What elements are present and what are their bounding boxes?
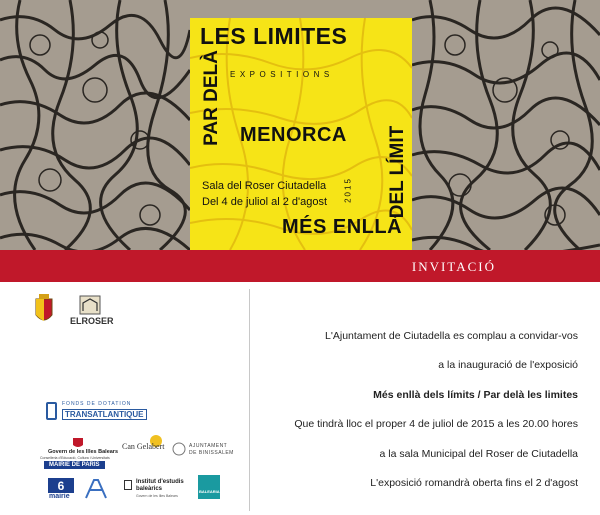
fonds-text: FONDS DE DOTATION [62,401,132,407]
svg-text:6: 6 [57,479,65,493]
column-divider [249,289,250,511]
poster-title-right: DEL LÍMIT [387,125,408,219]
poster-title-left: PAR DELÀ [201,50,222,146]
invitation-line-1: L'Ajuntament de Ciutadella es complau a convidar-vos [325,330,578,342]
elroser-logo-text: ELROSER [70,316,114,326]
govern-illes-balears-logo [40,437,120,471]
ajuntament-binissalem-logo [172,440,232,462]
elroser-logo [70,295,114,331]
poster-year: 2015 [343,177,353,203]
ciutadella-crest-logo [32,293,56,327]
institut-estudis-balearics-logo [124,478,194,502]
invitation-line-6: L'exposició romandrà oberta fins el 2 d'agost [370,477,578,489]
iea-sub-text: Govern de les Illes Balears [136,494,178,498]
iea-text: Institut d'estudis baleàrics [136,479,184,492]
invitation-line-4: Que tindrà lloc el proper 4 de juliol de 2015 a les 20.00 hores [294,418,578,430]
poster-subtitle: EXPOSITIONS [230,70,334,79]
banner-label: INVITACIÓ [411,259,496,274]
can-gelabert-logo [122,434,166,460]
blue-emblem-logo [84,478,108,500]
fonds-transatlantique-logo [46,400,146,422]
poster-dates: Del 4 de juliol al 2 d'agost [202,196,328,208]
poster-title-top: LES LIMITES [200,23,348,49]
mairie-text: mairie [49,493,70,500]
exhibition-title-line: Més enllà dels límits / Par delà les limites [373,389,578,401]
govern-text: Govern de les Illes Balears [48,449,119,455]
ajuntament-text: AJUNTAMENT [189,443,228,449]
binissalem-text: DE BINISSALEM [189,450,234,456]
exhibition-poster [190,18,412,250]
mairie-logo [48,478,74,502]
govern-sub-text: Conselleria d'Educació, Cultura i Universitats [40,456,110,460]
can-gelabert-text: Can Gelabert [122,442,165,451]
invitation-banner [0,250,600,282]
invitation-line-5: a la sala Municipal del Roser de Ciutadella [379,448,578,460]
poster-title-bottom: MÉS ENLLÀ [282,216,403,238]
mairie-de-paris-text: MAIRIE DE PARIS [44,461,105,469]
invitation-line-2: a la inauguració de l'exposició [438,359,578,371]
balearia-text: BALEARIA [199,489,220,494]
poster-venue: Sala del Roser Ciutadella [202,180,327,192]
hero-image [0,0,600,250]
poster-place: MENORCA [240,124,347,146]
fundacio-balearia-logo [198,475,220,499]
transatlantique-text: TRANSATLANTIQUE [62,409,147,420]
